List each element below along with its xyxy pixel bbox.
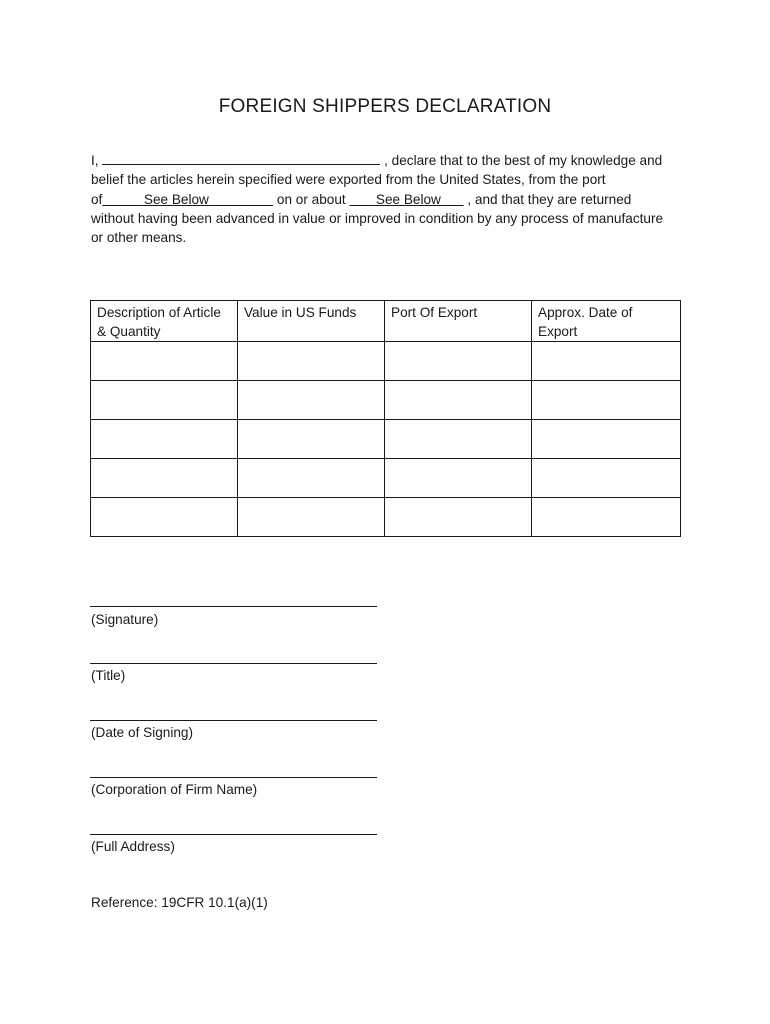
table-cell[interactable] xyxy=(385,498,532,537)
table-cell[interactable] xyxy=(532,459,681,498)
full-address-label: (Full Address) xyxy=(91,839,175,854)
table-cell[interactable] xyxy=(532,381,681,420)
table-cell[interactable] xyxy=(532,498,681,537)
declarant-name-blank[interactable] xyxy=(102,150,380,165)
full-address-line[interactable] xyxy=(90,834,377,835)
declaration-line-5: or other means. xyxy=(91,230,187,246)
table-header-row xyxy=(91,301,681,342)
signature-line[interactable] xyxy=(90,606,377,607)
table-cell[interactable] xyxy=(238,381,385,420)
title-label: (Title) xyxy=(91,668,126,683)
table-cell[interactable] xyxy=(385,381,532,420)
declaration-line-3 xyxy=(91,190,691,209)
table-cell[interactable] xyxy=(385,342,532,381)
table-cell[interactable] xyxy=(238,420,385,459)
declaration-line-1 xyxy=(91,150,691,170)
header-description: Description of Article & Quantity xyxy=(91,301,238,342)
title-line[interactable] xyxy=(90,663,377,664)
declaration-line-3-suffix: , and that they are returned xyxy=(467,191,632,207)
table-row xyxy=(91,420,681,459)
header-port: Port Of Export xyxy=(385,301,532,342)
table-row xyxy=(91,381,681,420)
declarant-prefix: I, xyxy=(91,153,99,168)
declaration-paragraph xyxy=(91,150,691,247)
declaration-line-2: belief the articles herein specified were exported from the United States, from the port xyxy=(91,172,606,188)
corporation-name-line[interactable] xyxy=(90,777,377,778)
table-cell[interactable] xyxy=(385,420,532,459)
port-prefix: of xyxy=(91,191,103,207)
table-cell[interactable] xyxy=(532,420,681,459)
date-of-signing-line[interactable] xyxy=(90,720,377,721)
table-cell[interactable] xyxy=(91,498,238,537)
table-cell[interactable] xyxy=(238,498,385,537)
date-of-signing-label: (Date of Signing) xyxy=(91,725,194,740)
date-prefix: on or about xyxy=(276,191,346,207)
table-cell[interactable] xyxy=(91,342,238,381)
regulation-reference: Reference: 19CFR 10.1(a)(1) xyxy=(91,895,268,910)
table-cell[interactable] xyxy=(238,459,385,498)
date-value[interactable]: See Below xyxy=(375,191,441,207)
table-cell[interactable] xyxy=(91,381,238,420)
table-cell[interactable] xyxy=(385,459,532,498)
corporation-name-label: (Corporation of Firm Name) xyxy=(91,782,258,797)
declaration-line-4: without having been advanced in value or improved in condition by any process of manufacture xyxy=(91,210,664,226)
form-title: FOREIGN SHIPPERS DECLARATION xyxy=(218,96,552,117)
export-articles-table xyxy=(90,300,681,537)
table-row xyxy=(91,459,681,498)
header-value: Value in US Funds xyxy=(238,301,385,342)
table-row xyxy=(91,342,681,381)
signature-label: (Signature) xyxy=(91,612,159,627)
table-cell[interactable] xyxy=(238,342,385,381)
header-date: Approx. Date of Export xyxy=(532,301,681,342)
port-value[interactable]: See Below xyxy=(143,191,209,207)
declaration-line-1-suffix: , declare that to the best of my knowledge and xyxy=(384,153,663,168)
table-row xyxy=(91,498,681,537)
table-cell[interactable] xyxy=(91,459,238,498)
table-cell[interactable] xyxy=(532,342,681,381)
table-cell[interactable] xyxy=(91,420,238,459)
